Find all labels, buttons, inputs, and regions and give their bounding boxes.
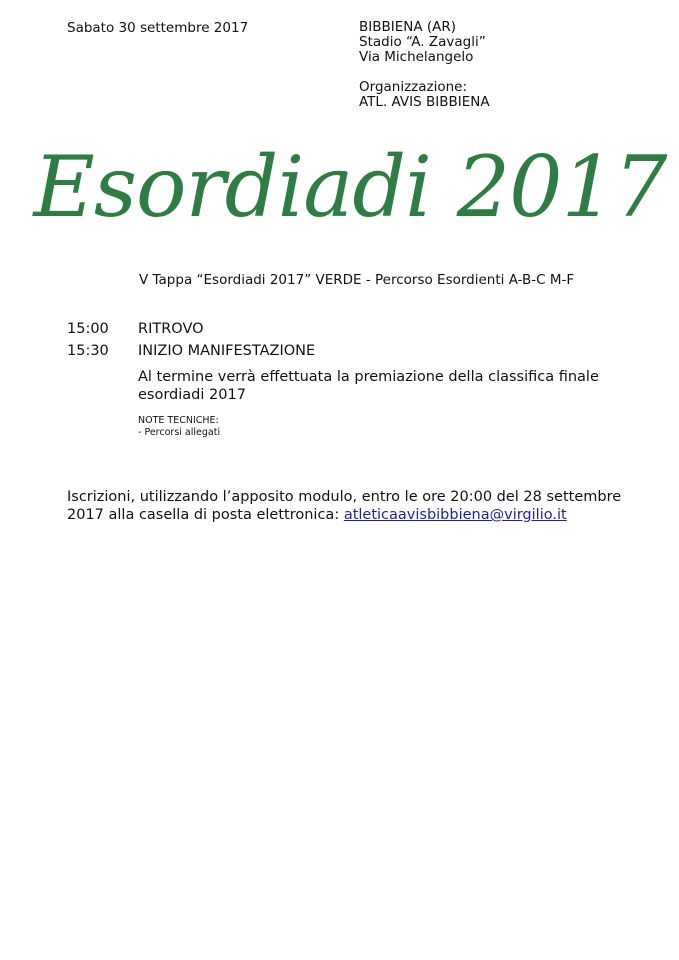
award-note: Al termine verrà effettuata la premiazione della classifica finale esordiadi 2017 (138, 369, 599, 403)
organizer-label: Organizzazione: (359, 79, 468, 95)
schedule-time-1: 15:00 (67, 321, 109, 337)
venue-city: BIBBIENA (AR) (359, 19, 457, 35)
registration-text: Iscrizioni, utilizzando l’apposito modulo, entro le ore 20:00 del 28 settembre 2017 alla casella di posta elettronica: (67, 489, 622, 523)
venue-stadium: Stadio “A. Zavagli” (359, 34, 486, 50)
schedule-label-2: INIZIO MANIFESTAZIONE (138, 343, 316, 359)
event-title (33, 130, 667, 240)
schedule-time-2: 15:30 (67, 343, 109, 359)
technical-notes-heading: NOTE TECNICHE: (138, 415, 219, 426)
schedule-label-1: RITROVO (138, 321, 204, 337)
registration-info (67, 488, 627, 524)
organizer-name: ATL. AVIS BIBBIENA (359, 94, 490, 110)
venue-street: Via Michelangelo (359, 49, 474, 65)
registration-email-link[interactable]: atleticaavisbibbiena@virgilio.it (343, 507, 567, 523)
technical-notes (138, 415, 220, 439)
venue-spacer (359, 65, 490, 80)
technical-notes-item: - Percorsi allegati (138, 427, 221, 438)
title-script-svg (33, 130, 667, 240)
title-text: Esordiadi 2017 (33, 138, 667, 236)
stage-subtitle: V Tappa “Esordiadi 2017” VERDE - Percorso Esordienti A-B-C M-F (139, 272, 575, 288)
venue-block (359, 20, 490, 110)
event-date: Sabato 30 settembre 2017 (67, 20, 249, 36)
